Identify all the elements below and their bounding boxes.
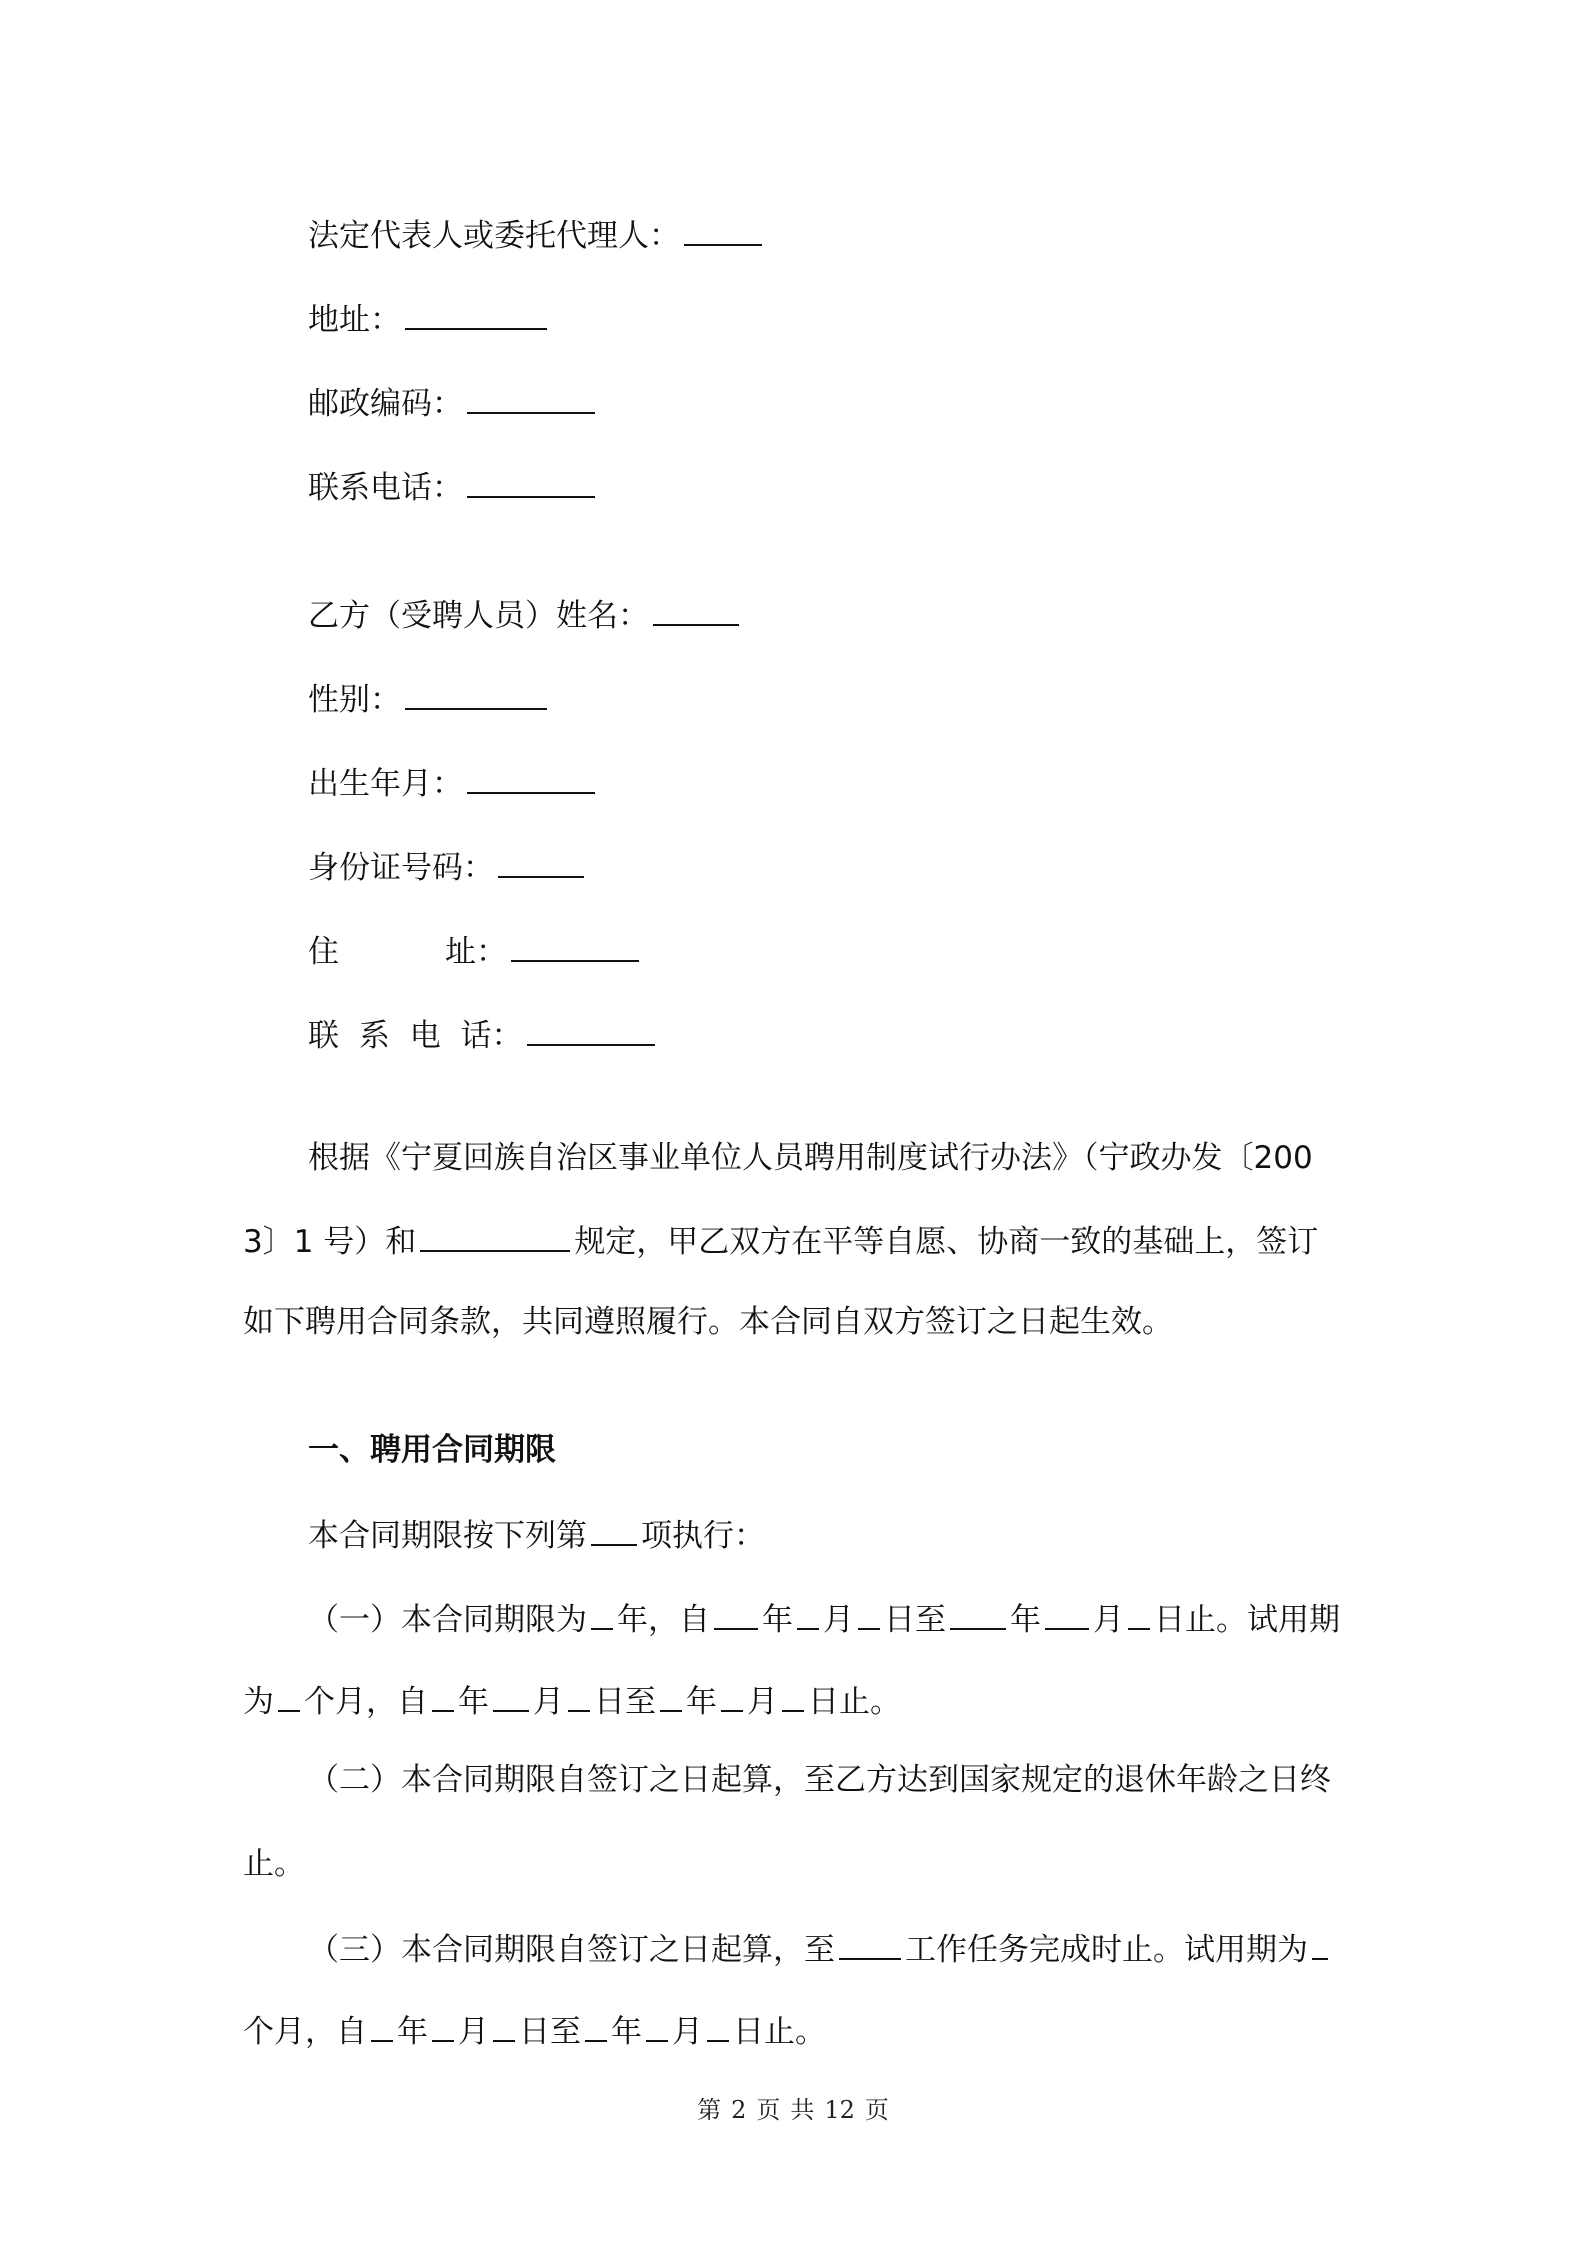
residence-label-1: 住 bbox=[308, 934, 339, 970]
item2-line-2: 止。 bbox=[243, 1846, 305, 1882]
id-label: 身份证号码： bbox=[308, 850, 494, 886]
blank bbox=[493, 1680, 529, 1712]
phone-label: 联系电话： bbox=[308, 470, 463, 506]
blank bbox=[714, 1598, 758, 1630]
item1-q5: 日至 bbox=[594, 1684, 656, 1720]
address-row bbox=[308, 298, 551, 340]
page-number: 2 bbox=[731, 2096, 747, 2124]
preamble-blank bbox=[420, 1220, 570, 1252]
intro-b: 项执行： bbox=[641, 1518, 765, 1554]
contact-row bbox=[308, 1014, 659, 1056]
preamble-line-1: 根据《宁夏回族自治区事业单位人员聘用制度试行办法》（宁政办发〔200 bbox=[308, 1140, 1313, 1176]
name-blank bbox=[653, 594, 739, 626]
footer-word-4: 页 bbox=[864, 2096, 889, 2124]
blank bbox=[797, 1598, 819, 1630]
item3-q2: 年 bbox=[397, 2014, 428, 2050]
postcode-row bbox=[308, 382, 599, 424]
blank bbox=[371, 2010, 393, 2042]
representative-blank bbox=[684, 214, 762, 246]
item3-q5: 年 bbox=[611, 2014, 642, 2050]
item3-q4: 日至 bbox=[519, 2014, 581, 2050]
item1-p8: 日止。试用期 bbox=[1154, 1602, 1340, 1638]
gender-row bbox=[308, 678, 551, 720]
blank bbox=[1045, 1598, 1089, 1630]
address-label: 地址： bbox=[308, 302, 401, 338]
representative-row bbox=[308, 214, 766, 256]
item1-p5: 日至 bbox=[884, 1602, 946, 1638]
postcode-label: 邮政编码： bbox=[308, 386, 463, 422]
blank bbox=[839, 1928, 901, 1960]
birth-label: 出生年月： bbox=[308, 766, 463, 802]
item1-p6: 年 bbox=[1010, 1602, 1041, 1638]
item3-q6: 月 bbox=[672, 2014, 703, 2050]
footer-word-2: 页 bbox=[756, 2096, 781, 2124]
address-blank bbox=[405, 298, 547, 330]
birth-row bbox=[308, 762, 599, 804]
intro-blank bbox=[591, 1514, 637, 1546]
gender-blank bbox=[405, 678, 547, 710]
blank bbox=[1312, 1928, 1328, 1960]
blank bbox=[585, 2010, 607, 2042]
blank bbox=[568, 1680, 590, 1712]
section-title: 一、聘用合同期限 bbox=[308, 1432, 556, 1468]
postcode-blank bbox=[467, 382, 595, 414]
blank bbox=[950, 1598, 1006, 1630]
blank bbox=[646, 2010, 668, 2042]
blank bbox=[1128, 1598, 1150, 1630]
item1-q3: 年 bbox=[458, 1684, 489, 1720]
preamble-line-2b: 规定，甲乙双方在平等自愿、协商一致的基础上，签订 bbox=[574, 1224, 1319, 1260]
item1-q1: 为 bbox=[243, 1684, 274, 1720]
name-row bbox=[308, 594, 743, 636]
blank bbox=[707, 2010, 729, 2042]
item1-p4: 月 bbox=[823, 1602, 854, 1638]
page-footer bbox=[0, 2090, 1586, 2125]
contact-label: 联 系 电 话： bbox=[308, 1018, 523, 1054]
item1-p1: （一）本合同期限为 bbox=[308, 1602, 587, 1638]
item3-p1: （三）本合同期限自签订之日起算，至 bbox=[308, 1932, 835, 1968]
item1-q2: 个月，自 bbox=[304, 1684, 428, 1720]
footer-word-3: 共 bbox=[790, 2096, 815, 2124]
blank bbox=[660, 1680, 682, 1712]
item3-line-2 bbox=[243, 2010, 826, 2052]
item3-q1: 个月，自 bbox=[243, 2014, 367, 2050]
item1-p7: 月 bbox=[1093, 1602, 1124, 1638]
item1-q6: 年 bbox=[686, 1684, 717, 1720]
item1-q4: 月 bbox=[533, 1684, 564, 1720]
intro-a: 本合同期限按下列第 bbox=[308, 1518, 587, 1554]
phone-row bbox=[308, 466, 599, 508]
name-label: 乙方（受聘人员）姓名： bbox=[308, 598, 649, 634]
preamble-line-3: 如下聘用合同条款，共同遵照履行。本合同自双方签订之日起生效。 bbox=[243, 1304, 1173, 1340]
item1-q7: 月 bbox=[747, 1684, 778, 1720]
residence-row bbox=[308, 930, 643, 972]
blank bbox=[591, 1598, 613, 1630]
contact-blank bbox=[527, 1014, 655, 1046]
section-intro bbox=[308, 1514, 765, 1556]
residence-blank bbox=[511, 930, 639, 962]
item3-q7: 日止。 bbox=[733, 2014, 826, 2050]
item3-q3: 月 bbox=[458, 2014, 489, 2050]
id-blank bbox=[498, 846, 584, 878]
item1-line-2 bbox=[243, 1680, 901, 1722]
phone-blank bbox=[467, 466, 595, 498]
birth-blank bbox=[467, 762, 595, 794]
gender-label: 性别： bbox=[308, 682, 401, 718]
blank bbox=[721, 1680, 743, 1712]
id-row bbox=[308, 846, 588, 888]
blank bbox=[278, 1680, 300, 1712]
blank bbox=[858, 1598, 880, 1630]
preamble-line-2a: 3〕1 号）和 bbox=[243, 1224, 417, 1260]
footer-word-1: 第 bbox=[697, 2096, 722, 2124]
item1-line-1 bbox=[308, 1598, 1340, 1640]
residence-label-2: 址： bbox=[445, 934, 507, 970]
item1-p3: 年 bbox=[762, 1602, 793, 1638]
item1-q8: 日止。 bbox=[808, 1684, 901, 1720]
preamble-line-2 bbox=[243, 1220, 1318, 1262]
blank bbox=[432, 2010, 454, 2042]
item1-p2: 年，自 bbox=[617, 1602, 710, 1638]
blank bbox=[782, 1680, 804, 1712]
representative-label: 法定代表人或委托代理人： bbox=[308, 218, 680, 254]
blank bbox=[493, 2010, 515, 2042]
item2-line-1: （二）本合同期限自签订之日起算，至乙方达到国家规定的退休年龄之日终 bbox=[308, 1762, 1331, 1798]
item3-p2: 工作任务完成时止。试用期为 bbox=[905, 1932, 1308, 1968]
item3-line-1 bbox=[308, 1928, 1332, 1970]
total-pages: 12 bbox=[824, 2096, 855, 2124]
blank bbox=[432, 1680, 454, 1712]
